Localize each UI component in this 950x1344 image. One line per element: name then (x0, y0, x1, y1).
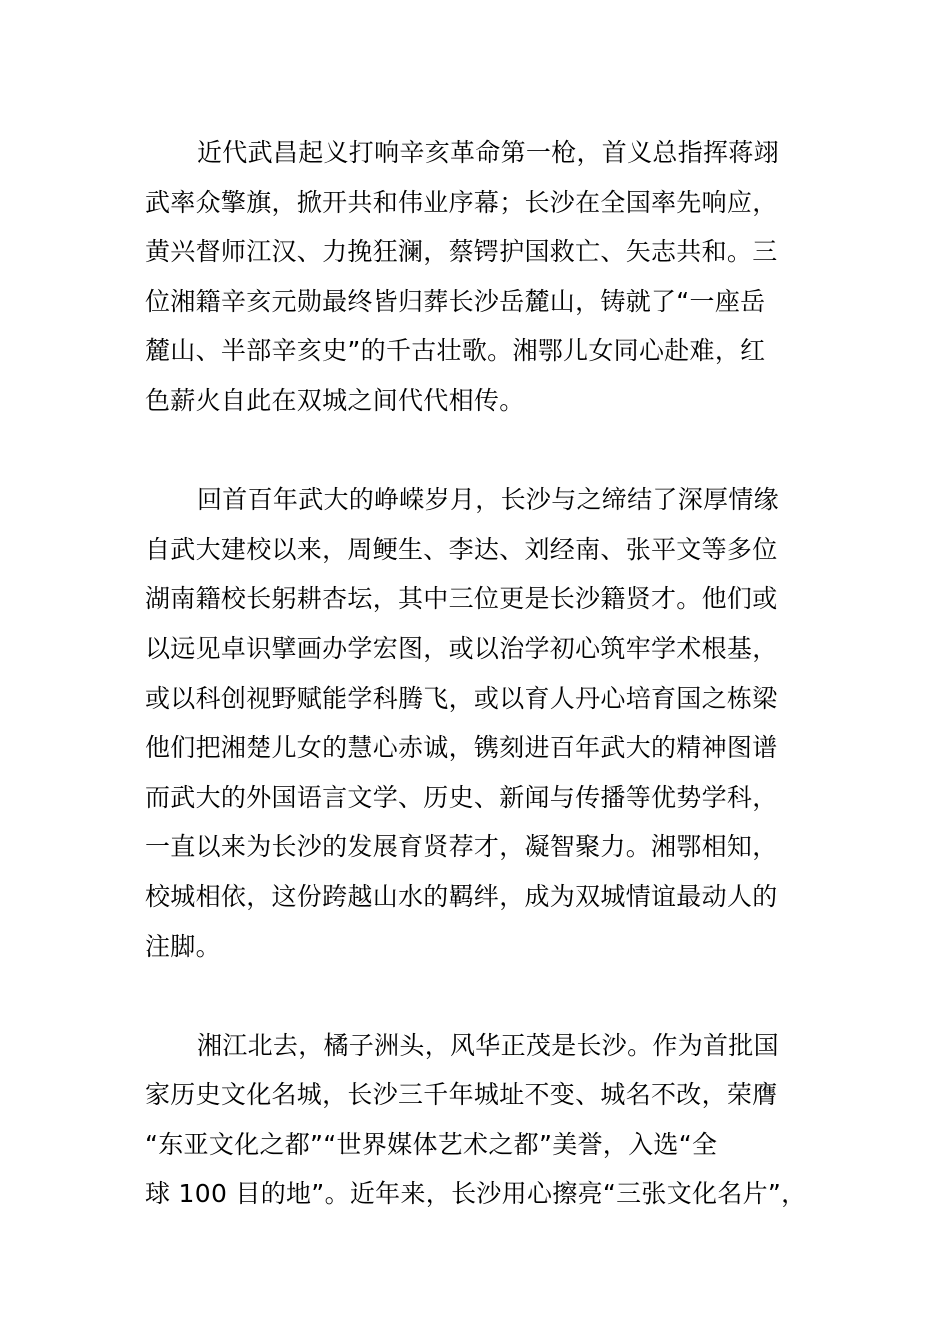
text-line: 而武大的外国语言文学、历史、新闻与传播等优势学科， (145, 782, 778, 812)
text-line: 球 100 目的地”。近年来，长沙用心擦亮“三张文化名片”， (145, 1179, 807, 1209)
text-line: 自武大建校以来，周鲠生、李达、刘经南、张平文等多位 (145, 534, 778, 564)
text-line: 黄兴督师江汉、力挽狂澜，蔡锷护国救亡、矢志共和。三 (145, 237, 778, 267)
paragraph-3 (145, 1021, 813, 1219)
document-body (145, 128, 813, 1219)
text-line: 以远见卓识擘画办学宏图，或以治学初心筑牢学术根基， (145, 633, 778, 663)
text-line: 校城相依，这份跨越山水的羁绊，成为双城情谊最动人的 (145, 881, 778, 911)
text-line: 或以科创视野赋能学科腾飞，或以育人丹心培育国之栋梁 (145, 683, 778, 713)
paragraph-2 (145, 475, 813, 971)
text-line: “东亚文化之都”“世界媒体艺术之都”美誉，入选“全 (145, 1129, 718, 1159)
text-line: 武率众擎旗，掀开共和伟业序幕；长沙在全国率先响应， (145, 187, 778, 217)
paragraph-1 (145, 128, 813, 426)
text-line: 一直以来为长沙的发展育贤荐才，凝智聚力。湘鄂相知， (145, 832, 778, 862)
text-line: 麓山、半部辛亥史”的千古壮歌。湘鄂儿女同心赴难，红 (145, 336, 766, 366)
text-line: 色薪火自此在双城之间代代相传。 (145, 385, 525, 415)
text-line: 湘江北去，橘子洲头，风华正茂是长沙。作为首批国 (197, 1030, 779, 1060)
text-line: 近代武昌起义打响辛亥革命第一枪，首义总指挥蒋翊 (197, 138, 779, 167)
text-line: 回首百年武大的峥嵘岁月，长沙与之缔结了深厚情缘 (197, 485, 779, 515)
text-line: 家历史文化名城，长沙三千年城址不变、城名不改，荣膺 (145, 1080, 778, 1110)
text-line: 位湘籍辛亥元勋最终皆归葬长沙岳麓山，铸就了“一座岳 (145, 286, 766, 316)
text-line: 注脚。 (145, 931, 221, 961)
text-line: 他们把湘楚儿女的慧心赤诚，镌刻进百年武大的精神图谱 (145, 733, 778, 763)
text-line: 湖南籍校长躬耕杏坛，其中三位更是长沙籍贤才。他们或 (145, 584, 778, 614)
